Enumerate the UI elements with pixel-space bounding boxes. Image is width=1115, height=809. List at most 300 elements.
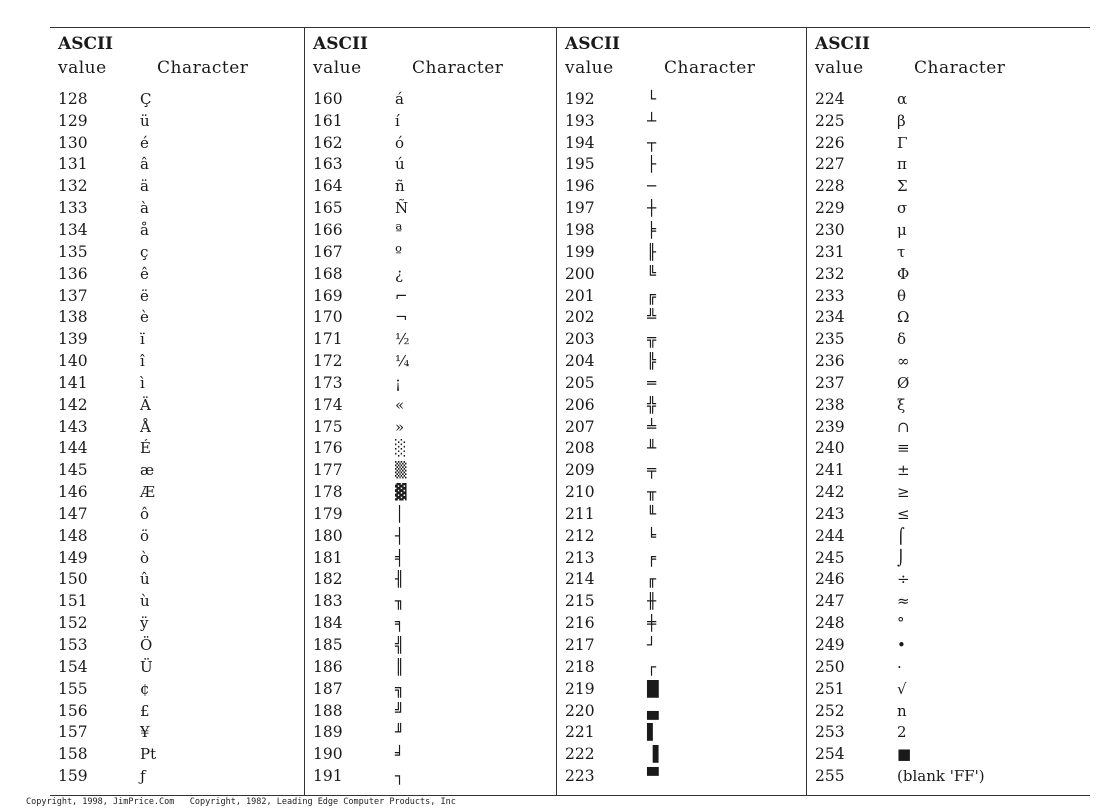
ascii-character: ╟ — [647, 242, 657, 261]
table-row — [58, 263, 304, 285]
ascii-character: ╧ — [647, 417, 657, 436]
ascii-value: 177 — [313, 461, 343, 480]
ascii-value: 156 — [58, 701, 88, 720]
table-row — [815, 197, 1090, 219]
ascii-character: Ñ — [395, 199, 409, 218]
table-row — [58, 678, 304, 700]
ascii-character: ─ — [647, 177, 657, 196]
ascii-character: ║ — [395, 657, 405, 676]
header-value: value — [58, 58, 107, 78]
ascii-value: 188 — [313, 701, 343, 720]
ascii-value: 204 — [565, 352, 595, 371]
ascii-value: 245 — [815, 548, 845, 567]
ascii-character: ═ — [647, 373, 657, 392]
ascii-character: ¡ — [395, 373, 402, 392]
ascii-character: └ — [647, 89, 657, 108]
table-row — [313, 459, 556, 481]
ascii-character: ª — [395, 220, 403, 239]
row-list — [58, 88, 304, 787]
table-row — [815, 241, 1090, 263]
column-header — [313, 32, 556, 84]
table-row — [815, 219, 1090, 241]
table-row — [815, 459, 1090, 481]
table-row — [58, 459, 304, 481]
ascii-character: ╛ — [395, 745, 405, 764]
ascii-character: ┘ — [647, 636, 657, 655]
ascii-value: 238 — [815, 395, 845, 414]
ascii-value: 161 — [313, 111, 343, 130]
table-row — [58, 350, 304, 372]
ascii-value: 234 — [815, 308, 845, 327]
ascii-value: 129 — [58, 111, 88, 130]
ascii-character: π — [897, 155, 907, 174]
ascii-character: ╬ — [647, 395, 657, 414]
table-row — [58, 416, 304, 438]
ascii-character: ╕ — [395, 614, 405, 633]
table-row — [313, 525, 556, 547]
table-row — [58, 219, 304, 241]
ascii-value: 227 — [815, 155, 845, 174]
header-ascii: ASCII — [815, 34, 870, 54]
table-row — [58, 285, 304, 307]
ascii-value: 139 — [58, 330, 88, 349]
ascii-character: • — [897, 636, 906, 655]
ascii-value: 201 — [565, 286, 595, 305]
header-character: Character — [412, 58, 504, 78]
ascii-value: 192 — [565, 89, 595, 108]
table-row — [565, 765, 806, 787]
ascii-character: ╨ — [647, 439, 657, 458]
ascii-value: 223 — [565, 767, 595, 786]
ascii-value: 208 — [565, 439, 595, 458]
ascii-value: 179 — [313, 504, 343, 523]
table-row — [565, 656, 806, 678]
ascii-character: β — [897, 111, 906, 130]
table-row — [313, 743, 556, 765]
header-value: value — [313, 58, 362, 78]
ascii-table — [50, 27, 1090, 796]
header-ascii: ASCII — [313, 34, 368, 54]
table-row — [58, 197, 304, 219]
ascii-value: 232 — [815, 264, 845, 283]
ascii-value: 243 — [815, 504, 845, 523]
table-row — [565, 547, 806, 569]
table-row — [565, 306, 806, 328]
ascii-character: ┼ — [647, 199, 657, 218]
table-row — [565, 700, 806, 722]
table-row — [313, 350, 556, 372]
ascii-character: ╝ — [395, 701, 405, 720]
ascii-value: 230 — [815, 220, 845, 239]
ascii-character: ∞ — [897, 352, 910, 371]
ascii-value: 203 — [565, 330, 595, 349]
table-row — [815, 503, 1090, 525]
ascii-value: 218 — [565, 657, 595, 676]
table-row — [58, 241, 304, 263]
ascii-value: 130 — [58, 133, 88, 152]
ascii-character: ï — [140, 330, 145, 349]
ascii-character: ô — [140, 504, 150, 523]
table-row — [565, 110, 806, 132]
ascii-value: 138 — [58, 308, 88, 327]
ascii-value: 216 — [565, 614, 595, 633]
table-row — [313, 569, 556, 591]
ascii-value: 219 — [565, 679, 595, 698]
ascii-character: Ω — [897, 308, 910, 327]
ascii-value: 152 — [58, 614, 88, 633]
ascii-value: 197 — [565, 199, 595, 218]
ascii-value: 136 — [58, 264, 88, 283]
ascii-character: α — [897, 89, 908, 108]
header-value: value — [565, 58, 614, 78]
table-row — [313, 241, 556, 263]
ascii-value: 198 — [565, 220, 595, 239]
ascii-character: ¿ — [395, 264, 404, 283]
ascii-character: ∩ — [897, 417, 910, 436]
copyright-footer: Copyright, 1998, JimPrice.Com Copyright, 1982, Leading Edge Computer Products, Inc — [26, 797, 456, 807]
table-row — [58, 634, 304, 656]
ascii-value: 221 — [565, 723, 595, 742]
ascii-character: ± — [897, 461, 910, 480]
ascii-value: 225 — [815, 111, 845, 130]
table-row — [565, 459, 806, 481]
ascii-value: 147 — [58, 504, 88, 523]
table-row — [565, 678, 806, 700]
table-row — [313, 197, 556, 219]
ascii-value: 148 — [58, 526, 88, 545]
ascii-character: ≈ — [897, 592, 910, 611]
table-row — [565, 394, 806, 416]
ascii-character: Ü — [140, 657, 153, 676]
ascii-value: 142 — [58, 395, 88, 414]
ascii-character: ╞ — [647, 220, 657, 239]
ascii-value: 222 — [565, 745, 595, 764]
ascii-character: ▄ — [647, 701, 659, 720]
ascii-value: 209 — [565, 461, 595, 480]
ascii-character: ╥ — [647, 483, 657, 502]
ascii-character: ÷ — [897, 570, 910, 589]
ascii-character: 2 — [897, 723, 907, 742]
ascii-character: Σ — [897, 177, 908, 196]
table-row — [313, 154, 556, 176]
table-row — [313, 175, 556, 197]
ascii-character: Ö — [140, 636, 153, 655]
ascii-character: ■ — [897, 745, 912, 764]
table-row — [313, 328, 556, 350]
table-row — [815, 547, 1090, 569]
ascii-value: 155 — [58, 679, 88, 698]
table-row — [313, 372, 556, 394]
ascii-character: Γ — [897, 133, 908, 152]
ascii-character: ê — [140, 264, 149, 283]
ascii-value: 220 — [565, 701, 595, 720]
ascii-character: ╖ — [395, 592, 405, 611]
ascii-value: 200 — [565, 264, 595, 283]
ascii-value: 242 — [815, 483, 845, 502]
ascii-character: í — [395, 111, 400, 130]
table-row — [565, 372, 806, 394]
table-row — [58, 743, 304, 765]
ascii-value: 228 — [815, 177, 845, 196]
ascii-character: Å — [140, 417, 151, 436]
ascii-character: ╡ — [395, 548, 405, 567]
table-row — [815, 678, 1090, 700]
ascii-character: á — [395, 89, 404, 108]
ascii-value: 133 — [58, 199, 88, 218]
ascii-character: ë — [140, 286, 149, 305]
ascii-value: 144 — [58, 439, 88, 458]
table-row — [815, 569, 1090, 591]
ascii-value: 186 — [313, 657, 343, 676]
ascii-character: ┴ — [647, 111, 657, 130]
ascii-character: ╒ — [647, 548, 657, 567]
ascii-value: 229 — [815, 199, 845, 218]
table-row — [815, 350, 1090, 372]
table-row — [313, 700, 556, 722]
ascii-value: 247 — [815, 592, 845, 611]
ascii-character: å — [140, 220, 149, 239]
ascii-character: ƒ — [140, 767, 146, 786]
ascii-value: 241 — [815, 461, 845, 480]
table-row — [815, 110, 1090, 132]
table-row — [565, 503, 806, 525]
row-list — [815, 88, 1090, 787]
ascii-value: 182 — [313, 570, 343, 589]
ascii-value: 189 — [313, 723, 343, 742]
ascii-character: ö — [140, 526, 150, 545]
ascii-value: 250 — [815, 657, 845, 676]
ascii-value: 196 — [565, 177, 595, 196]
ascii-column-2 — [305, 28, 557, 795]
ascii-value: 244 — [815, 526, 845, 545]
table-row — [815, 656, 1090, 678]
table-row — [313, 306, 556, 328]
ascii-character: ½ — [395, 330, 410, 349]
ascii-character: μ — [897, 220, 907, 239]
ascii-character: ├ — [647, 155, 657, 174]
ascii-value: 233 — [815, 286, 845, 305]
ascii-value: 191 — [313, 767, 343, 786]
ascii-character: Pt — [140, 745, 157, 764]
ascii-character: ≡ — [897, 439, 910, 458]
table-row — [58, 656, 304, 678]
ascii-column-1 — [50, 28, 305, 795]
ascii-value: 158 — [58, 745, 88, 764]
table-row — [565, 263, 806, 285]
ascii-value: 151 — [58, 592, 88, 611]
ascii-character: √ — [897, 679, 907, 698]
ascii-value: 176 — [313, 439, 343, 458]
header-character: Character — [664, 58, 756, 78]
ascii-character: ç — [140, 242, 149, 261]
ascii-character: ╠ — [647, 352, 657, 371]
table-row — [815, 394, 1090, 416]
table-row — [58, 306, 304, 328]
ascii-value: 205 — [565, 373, 595, 392]
ascii-value: 170 — [313, 308, 343, 327]
table-row — [58, 547, 304, 569]
ascii-character: ░ — [395, 439, 407, 458]
ascii-character: ù — [140, 592, 150, 611]
ascii-value: 213 — [565, 548, 595, 567]
ascii-character: ╙ — [647, 504, 657, 523]
ascii-value: 194 — [565, 133, 595, 152]
ascii-value: 173 — [313, 373, 343, 392]
table-row — [565, 590, 806, 612]
ascii-character: ò — [140, 548, 150, 567]
ascii-character: Ç — [140, 89, 152, 108]
table-row — [58, 612, 304, 634]
ascii-value: 235 — [815, 330, 845, 349]
ascii-value: 167 — [313, 242, 343, 261]
table-row — [58, 372, 304, 394]
ascii-character: ╣ — [395, 636, 405, 655]
table-row — [815, 306, 1090, 328]
row-list — [313, 88, 556, 787]
table-row — [313, 503, 556, 525]
ascii-character: ⌐ — [395, 286, 408, 305]
ascii-character: è — [140, 308, 149, 327]
ascii-character: É — [140, 439, 151, 458]
ascii-character: ¢ — [140, 679, 150, 698]
table-row — [58, 175, 304, 197]
ascii-character: ▒ — [395, 461, 407, 480]
table-row — [815, 700, 1090, 722]
ascii-character: « — [395, 395, 405, 414]
ascii-character: ξ — [897, 395, 906, 414]
ascii-character: │ — [395, 504, 405, 523]
ascii-value: 249 — [815, 636, 845, 655]
ascii-value: 246 — [815, 570, 845, 589]
ascii-value: 164 — [313, 177, 343, 196]
column-header — [565, 32, 806, 84]
ascii-column-4 — [807, 28, 1090, 795]
ascii-character: ▀ — [647, 767, 659, 786]
ascii-character: ñ — [395, 177, 405, 196]
table-row — [313, 634, 556, 656]
ascii-value: 184 — [313, 614, 343, 633]
table-row — [565, 154, 806, 176]
ascii-character: δ — [897, 330, 907, 349]
ascii-value: 143 — [58, 417, 88, 436]
header-character: Character — [157, 58, 249, 78]
table-row — [815, 438, 1090, 460]
table-row — [313, 612, 556, 634]
ascii-character: ⌡ — [897, 548, 905, 567]
ascii-value: 154 — [58, 657, 88, 676]
table-row — [313, 394, 556, 416]
ascii-value: 172 — [313, 352, 343, 371]
table-row — [58, 590, 304, 612]
ascii-character: û — [140, 570, 150, 589]
table-row — [815, 88, 1090, 110]
ascii-character: ╤ — [647, 461, 657, 480]
ascii-character: Φ — [897, 264, 910, 283]
ascii-value: 195 — [565, 155, 595, 174]
column-header — [58, 32, 304, 84]
ascii-value: 140 — [58, 352, 88, 371]
header-ascii: ASCII — [565, 34, 620, 54]
ascii-value: 239 — [815, 417, 845, 436]
ascii-character: · — [897, 657, 902, 676]
ascii-value: 251 — [815, 679, 845, 698]
ascii-character: ╗ — [395, 679, 405, 698]
ascii-character: n — [897, 701, 907, 720]
ascii-value: 185 — [313, 636, 343, 655]
ascii-character: ╘ — [647, 526, 657, 545]
ascii-value: 146 — [58, 483, 88, 502]
table-row — [815, 525, 1090, 547]
table-row — [58, 765, 304, 787]
ascii-character: ≥ — [897, 483, 910, 502]
ascii-value: 212 — [565, 526, 595, 545]
ascii-value: 231 — [815, 242, 845, 261]
ascii-value: 253 — [815, 723, 845, 742]
ascii-character: θ — [897, 286, 907, 305]
ascii-value: 248 — [815, 614, 845, 633]
ascii-character: ¬ — [395, 308, 408, 327]
table-row — [313, 678, 556, 700]
ascii-character: ¥ — [140, 723, 150, 742]
table-row — [815, 285, 1090, 307]
ascii-value: 217 — [565, 636, 595, 655]
ascii-value: 237 — [815, 373, 845, 392]
table-row — [565, 721, 806, 743]
ascii-value: 141 — [58, 373, 88, 392]
table-row — [565, 132, 806, 154]
ascii-value: 180 — [313, 526, 343, 545]
ascii-value: 174 — [313, 395, 343, 414]
ascii-value: 150 — [58, 570, 88, 589]
ascii-value: 199 — [565, 242, 595, 261]
ascii-character: ü — [140, 111, 150, 130]
table-row — [58, 154, 304, 176]
table-row — [565, 481, 806, 503]
table-row — [565, 612, 806, 634]
ascii-character: (blank 'FF') — [897, 767, 985, 786]
table-row — [313, 219, 556, 241]
table-row — [313, 110, 556, 132]
ascii-character: σ — [897, 199, 908, 218]
table-row — [565, 743, 806, 765]
ascii-character: █ — [647, 679, 659, 698]
table-row — [815, 743, 1090, 765]
ascii-value: 137 — [58, 286, 88, 305]
ascii-character: ▐ — [647, 745, 659, 764]
ascii-value: 175 — [313, 417, 343, 436]
table-row — [815, 328, 1090, 350]
ascii-character: ╫ — [647, 592, 657, 611]
ascii-character: ≤ — [897, 504, 910, 523]
ascii-character: ╚ — [647, 264, 657, 283]
ascii-character: ╓ — [647, 570, 657, 589]
ascii-value: 165 — [313, 199, 343, 218]
header-character: Character — [914, 58, 1006, 78]
table-row — [815, 765, 1090, 787]
ascii-character: à — [140, 199, 149, 218]
ascii-character: Ä — [140, 395, 151, 414]
table-row — [58, 88, 304, 110]
table-row — [565, 416, 806, 438]
table-row — [313, 416, 556, 438]
ascii-value: 236 — [815, 352, 845, 371]
ascii-character: ▓ — [395, 483, 407, 502]
table-row — [565, 219, 806, 241]
table-row — [313, 590, 556, 612]
ascii-value: 149 — [58, 548, 88, 567]
table-row — [565, 197, 806, 219]
ascii-value: 255 — [815, 767, 845, 786]
